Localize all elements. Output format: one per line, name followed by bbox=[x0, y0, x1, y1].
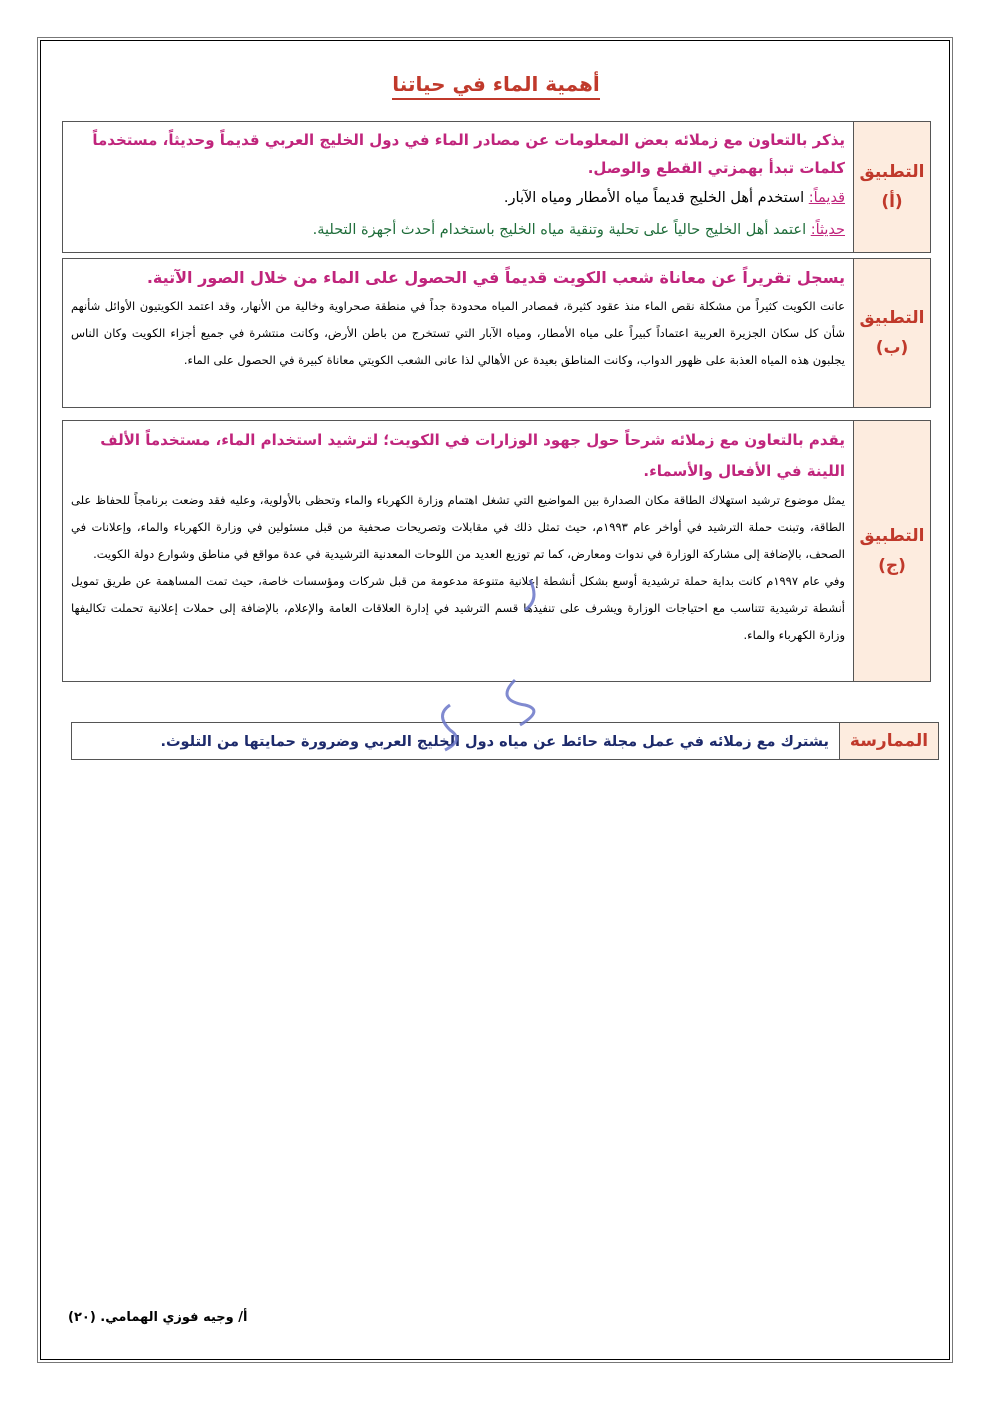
new-text: اعتمد أهل الخليج حالياً على تحلية وتنقية مياه الخليج باستخدام أحدث أجهزة التحلية. bbox=[312, 222, 811, 238]
practice-label: الممارسة bbox=[839, 722, 939, 760]
application-c-body-1: يمثل موضوع ترشيد استهلاك الطاقة مكان الصدارة بين المواضيع التي تشغل اهتمام وزارة الكهرباء والماء وتحظى بالأولوية، وعليه فقد وضعت برنامجاً للحفاظ على الطاقة، وتبنت حملة الترشيد في أواخر عام ١٩٩٣م، حيث تمثل ذلك في مقابلات وتصريحات صحفية من قبل مسئولين في وزارة الكهرباء والماء، وإعلانات في الصحف، بالإضافة إلى مشاركة الوزارة في ندوات ومعارض، كما تم توزيع العديد من اللوحات المعدنية الترشيدية في عدة مواقع في مناطق وشوارع دولة الكويت. bbox=[71, 493, 845, 561]
application-c-title: التطبيق bbox=[859, 526, 925, 546]
application-a-letter: (أ) bbox=[881, 192, 903, 212]
application-c-label bbox=[853, 420, 931, 682]
pen-scribble bbox=[420, 560, 560, 850]
application-b-body: عانت الكويت كثيراً من مشكلة نقص الماء منذ عقود كثيرة، فمصادر المياه محدودة جداً في منطقة صحراوية وخالية من الأنهار، وقد اعتمد الكويتيون الأوائل شأنهم شأن كل سكان الجزيرة العربية اعتماداً كبيراً على مياه الأمطار، ومياه الآبار التي تستخرج من باطن الأرض، وكانت منتشرة في جميع أجزاء الكويت وكان الناس يجلبون هذه المياه العذبة على ظهور الدواب، وكانت المناطق بعيدة عن الأهالي لذا عانى الشعب الكويتي معاناة كبيرة في الحصول على الماء. bbox=[71, 299, 845, 367]
application-a bbox=[62, 121, 931, 253]
application-c-letter: (ج) bbox=[878, 556, 906, 576]
old-text: استخدم أهل الخليج قديماً مياه الأمطار ومياه الآبار. bbox=[503, 190, 809, 206]
page-title: أهمية الماء في حياتنا bbox=[0, 72, 992, 96]
application-b-label bbox=[853, 258, 931, 408]
application-b-letter: (ب) bbox=[875, 338, 909, 358]
application-a-heading: يذكر بالتعاون مع زملائه بعض المعلومات عن مصادر الماء في دول الخليج العربي قديماً وحديثاً، مستخدماً كلمات تبدأ بهمزتي القطع والوصل. bbox=[92, 131, 845, 177]
application-b-title: التطبيق bbox=[859, 308, 925, 328]
application-a-title: التطبيق bbox=[859, 162, 925, 182]
new-label: حديثاً: bbox=[810, 222, 845, 238]
footer-credit: أ/ وجيه فوزي الهمامي. (٢٠) bbox=[68, 1310, 248, 1325]
application-a-new bbox=[71, 214, 845, 246]
application-c-body-2: وفي عام ١٩٩٧م كانت بداية حملة ترشيدية أوسع بشكل أنشطة إعلانية متنوعة مدعومة من قبل شركات ومؤسسات خاصة، حيث تمت المساهمة عن طريق تمويل أنشطة ترشيدية تتناسب مع احتياجات الوزارة ويشرف على تنفيذها قسم الترشيد في إدارة العلاقات العامة والإعلام، بالإضافة إلى حملات إعلانية تحملت تكاليفها وزارة الكهرباء والماء. bbox=[71, 574, 845, 642]
application-b-heading: يسجل تقريراً عن معاناة شعب الكويت قديماً في الحصول على الماء من خلال الصور الآتية. bbox=[146, 268, 845, 287]
old-label: قديماً: bbox=[808, 190, 845, 206]
application-a-label bbox=[853, 121, 931, 253]
application-b-content bbox=[62, 258, 853, 408]
application-a-content bbox=[62, 121, 853, 253]
application-c-heading: يقدم بالتعاون مع زملائه شرحاً حول جهود الوزارات في الكويت؛ لترشيد استخدام الماء، مستخدماً الألف اللينة في الأفعال والأسماء. bbox=[100, 431, 845, 480]
application-b bbox=[62, 258, 931, 408]
practice-text: يشترك مع زملائه في عمل مجلة حائط عن مياه دول الخليج العربي وضرورة حمايتها من التلوث. bbox=[71, 722, 839, 760]
application-a-old bbox=[71, 182, 845, 214]
